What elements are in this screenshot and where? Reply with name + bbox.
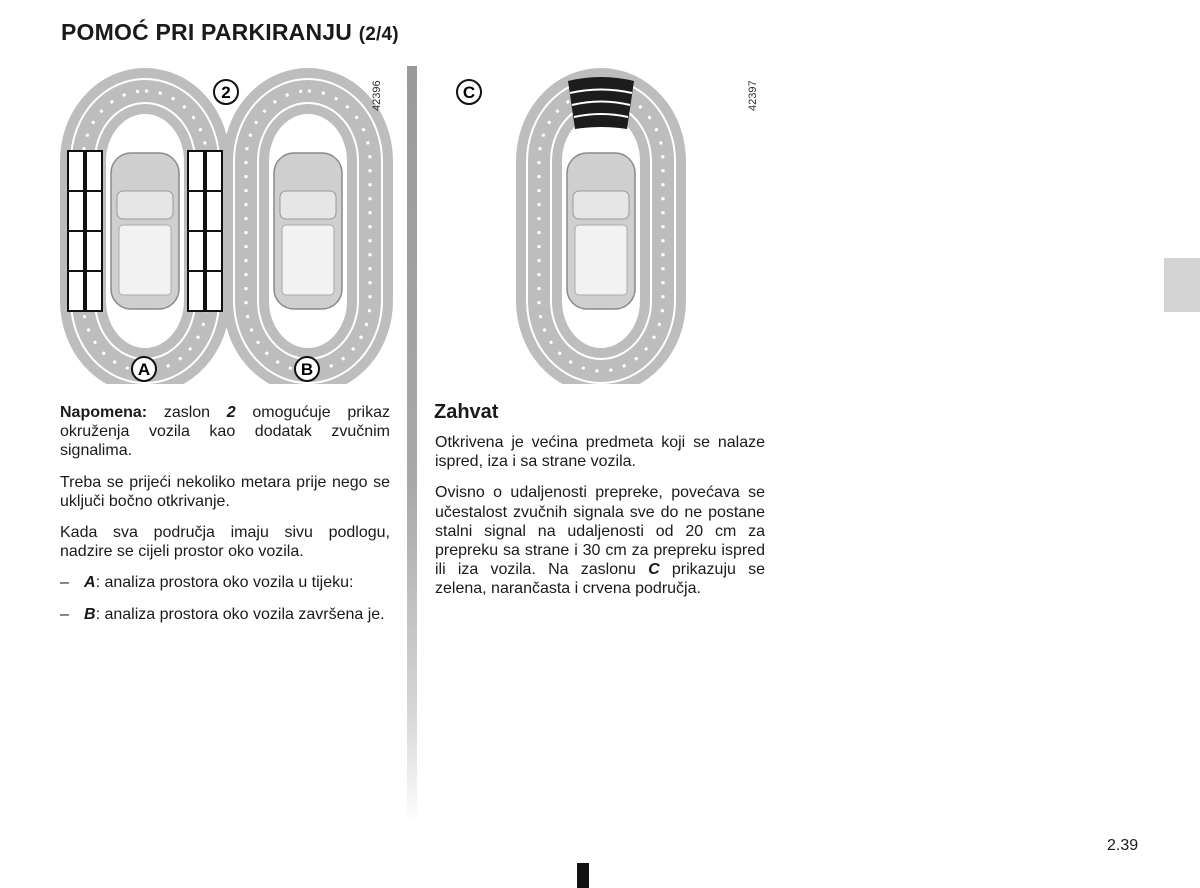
list-item-b: – B: analiza prostora oko vozila završena je. (60, 605, 385, 623)
sensor-rings-b (234, 79, 382, 383)
svg-text:2: 2 (221, 83, 231, 102)
svg-text:B: B (300, 360, 314, 379)
svg-text:C: C (462, 83, 476, 102)
marker-a (132, 357, 156, 381)
marker-c (457, 80, 481, 104)
sensor-rings-a (68, 79, 222, 383)
section-heading-zahvat: Zahvat (434, 401, 499, 423)
chapter-tab (1164, 258, 1200, 312)
svg-text:A: A (137, 360, 151, 379)
figure-number-left: 42396 (371, 80, 383, 111)
paragraph-side-detection: Treba se prijeći nekoliko metara prije nego se uključi bočno otkrivanje. (60, 473, 390, 510)
note-paragraph: Napomena: zaslon 2 omogućuje prikaz okruženja vozila kao dodatak zvučnim signalima. (60, 404, 391, 460)
page-edge-mark (577, 863, 589, 888)
right-text-column (435, 433, 765, 611)
column-divider (407, 66, 417, 826)
page-title: POMOĆ PRI PARKIRANJU (2/4) (61, 19, 399, 45)
figure-parking-screen-c (440, 66, 770, 384)
parking-diagram-c (440, 66, 770, 384)
list-item-a: – A: analiza prostora oko vozila u tijeku: (60, 574, 354, 592)
paragraph-signal-frequency: Ovisno o udaljenosti prepreke, povećava se učestalost zvučnih signala sve do ne postane stalni signal na udaljenosti od 20 cm za prepreku sa strane i 30 cm za prepreku ispred ili iza vozila. Na zaslonu C prikazuju se zelena, narančasta i crvena područja. (435, 484, 765, 598)
sensor-rings-c (527, 77, 675, 383)
figure-parking-screens-a-b (60, 66, 405, 384)
page-number: 2.39 (1107, 837, 1139, 854)
paragraph-grey-zones: Kada sva područja imaju sivu podlogu, nadzire se cijeli prostor oko vozila. (60, 524, 390, 561)
paragraph-detection-coverage: Otkrivena je većina predmeta koji se nalaze ispred, iza i sa strane vozila. (435, 434, 765, 471)
left-text-column (60, 403, 390, 636)
marker-2 (214, 80, 238, 104)
marker-b (295, 357, 319, 381)
figure-number-right: 42397 (747, 80, 759, 111)
parking-diagram-a-b (60, 66, 405, 384)
